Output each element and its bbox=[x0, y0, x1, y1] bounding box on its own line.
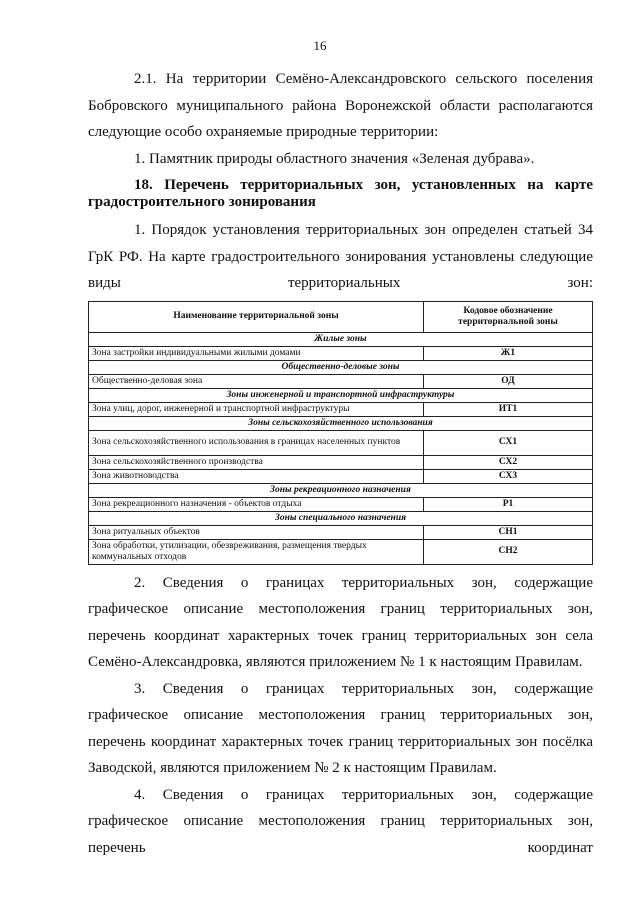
table-row bbox=[89, 455, 593, 469]
zone-code: СН1 bbox=[424, 525, 593, 539]
zone-name: Зона застройки индивидуальными жилыми домами bbox=[89, 346, 424, 360]
table-row bbox=[89, 374, 593, 388]
zone-code: Р1 bbox=[424, 497, 593, 511]
header-zone-code: Кодовое обозначение территориальной зоны bbox=[424, 301, 593, 332]
header-zone-name: Наименование территориальной зоны bbox=[89, 301, 424, 332]
zone-code: СХ3 bbox=[424, 469, 593, 483]
table-group-row bbox=[89, 332, 593, 346]
page-number: 16 bbox=[313, 38, 327, 53]
zone-code: ИТ1 bbox=[424, 402, 593, 416]
zone-name: Зона обработки, утилизации, обезвреживания, размещения твердых коммунальных отходов bbox=[89, 539, 424, 564]
section-heading: 18. Перечень территориальных зон, установленных на карте градостроительного зонирования bbox=[88, 177, 593, 210]
group-title: Зоны специального назначения bbox=[89, 511, 593, 525]
zone-name: Зона улиц, дорог, инженерной и транспортной инфраструктуры bbox=[89, 402, 424, 416]
zone-name: Зона сельскохозяйственного производства bbox=[89, 455, 424, 469]
document-body bbox=[88, 66, 593, 861]
paragraph-zone-order: 1. Порядок установления территориальных зон определен статьей 34 ГрК РФ. На карте градостроительного зонирования установлены следующие виды территориальных зон: bbox=[88, 222, 593, 291]
paragraph-2-1: 2.1. На территории Семёно-Александровского сельского поселения Бобровского муниципального района Воронежской области располагаются следующие особо охраняемые природные территории: bbox=[88, 71, 593, 140]
zone-code: СН2 bbox=[424, 539, 593, 564]
table-group-row bbox=[89, 416, 593, 430]
table-row bbox=[89, 402, 593, 416]
table-row bbox=[89, 497, 593, 511]
zone-name: Общественно-деловая зона bbox=[89, 374, 424, 388]
zone-code: СХ1 bbox=[424, 430, 593, 455]
zone-name: Зона ритуальных объектов bbox=[89, 525, 424, 539]
paragraph-appendix-3: 4. Сведения о границах территориальных зон, содержащие графическое описание местоположения границ территориальных зон, перечень координат bbox=[88, 786, 593, 856]
zone-name: Зона животноводства bbox=[89, 469, 424, 483]
paragraph-appendix-2: 3. Сведения о границах территориальных зон, содержащие графическое описание местоположения границ территориальных зон, перечень координат характерных точек границ территориальных зон посёлка Заводской, являются приложением № 2 к настоящим Правилам. bbox=[88, 680, 593, 776]
zone-code: Ж1 bbox=[424, 346, 593, 360]
table-group-row bbox=[89, 483, 593, 497]
group-title: Зоны рекреационного назначения bbox=[89, 483, 593, 497]
group-title: Зоны сельскохозяйственного использования bbox=[89, 416, 593, 430]
table-row bbox=[89, 430, 593, 455]
table-group-row bbox=[89, 360, 593, 374]
table-header-row bbox=[89, 301, 593, 332]
paragraph-nature-monument: 1. Памятник природы областного значения «Зеленая дубрава». bbox=[134, 150, 535, 167]
table-row bbox=[89, 525, 593, 539]
table-row bbox=[89, 346, 593, 360]
group-title: Общественно-деловые зоны bbox=[89, 360, 593, 374]
zone-code: ОД bbox=[424, 374, 593, 388]
table-row bbox=[89, 539, 593, 564]
zones-table bbox=[88, 301, 593, 565]
table-group-row bbox=[89, 388, 593, 402]
group-title: Жилые зоны bbox=[89, 332, 593, 346]
zone-name: Зона рекреационного назначения - объектов отдыха bbox=[89, 497, 424, 511]
zone-code: СХ2 bbox=[424, 455, 593, 469]
zone-name: Зона сельскохозяйственного использования в границах населенных пунктов bbox=[89, 430, 424, 455]
group-title: Зоны инженерной и транспортной инфраструктуры bbox=[89, 388, 593, 402]
table-row bbox=[89, 469, 593, 483]
paragraph-appendix-1: 2. Сведения о границах территориальных зон, содержащие графическое описание местоположения границ территориальных зон, перечень координат характерных точек границ территориальных зон села Семёно-Александровка, являются приложением № 1 к настоящим Правилам. bbox=[88, 574, 593, 670]
table-group-row bbox=[89, 511, 593, 525]
